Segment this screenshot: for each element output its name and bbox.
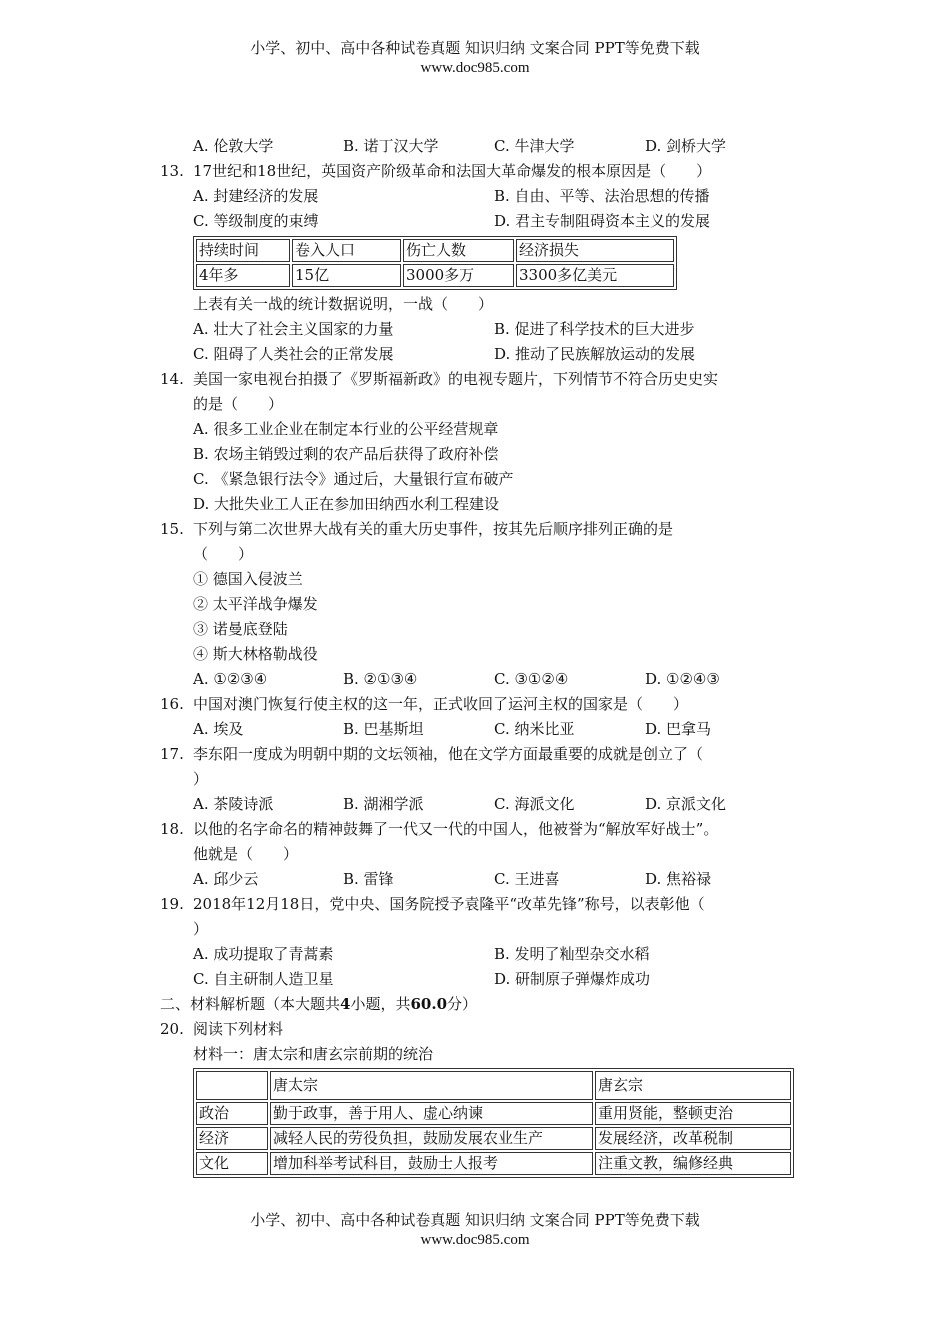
q18-option-a: A. 邱少云 [193,870,259,888]
q15-stem-cont [160,542,800,567]
q13-options-row1 [160,184,800,209]
q16-option-d: D. 巴拿马 [645,720,712,738]
header-website: www.doc985.com [420,60,530,76]
q17-stem [160,742,800,767]
q17-number: 17. [160,745,184,763]
q15-stem-line1: 下列与第二次世界大战有关的重大历史事件，按其先后顺序排列正确的是 [193,520,674,538]
tang-row-politics [196,1102,791,1125]
q15-stem [160,517,800,542]
q14-stem-line2: 的是（ ） [193,395,284,413]
ww1-statistics-table [193,236,677,290]
q13-stem2-text: 上表有关一战的统计数据说明，一战（ ） [193,295,494,313]
q13b-option-c: C. 阻碍了人类社会的正常发展 [193,345,394,363]
tang-culture-xuanzong: 注重文教，编修经典 [595,1152,791,1175]
q19-stem [160,892,800,917]
q14-option-d-row [160,492,800,517]
q16-options [160,717,800,742]
tang-politics-taizong: 勤于政事，善于用人、虚心纳谏 [270,1102,593,1125]
q20-stem [160,1017,800,1042]
ww1-value-duration: 4年多 [196,264,290,287]
q14-option-c-row [160,467,800,492]
tang-culture-taizong: 增加科举考试科目，鼓励士人报考 [270,1152,593,1175]
q15-options [160,667,800,692]
q14-option-c: C. 《紧急银行法令》通过后，大量银行宣布破产 [193,470,514,488]
ww1-value-economic-loss: 3300多亿美元 [516,264,674,287]
q16-number: 16. [160,695,184,713]
q17-option-c: C. 海派文化 [494,795,575,813]
tang-politics-xuanzong: 重用贤能，整顿吏治 [595,1102,791,1125]
q13-option-d: D. 君主专制阻碍资本主义的发展 [494,212,711,230]
section-2-heading [160,992,800,1017]
q13-stem-text: 17世纪和18世纪，英国资产阶级革命和法国大革命爆发的根本原因是（ ） [193,162,712,180]
q14-stem [160,367,800,392]
q12-option-c: C. 牛津大学 [494,137,575,155]
q17-options [160,792,800,817]
q13-stem2 [160,292,800,317]
q13b-option-a: A. 壮大了社会主义国家的力量 [193,320,394,338]
tang-emperors-table [193,1068,794,1178]
q12-option-a: A. 伦敦大学 [193,137,274,155]
q18-option-d: D. 焦裕禄 [645,870,712,888]
q18-options [160,867,800,892]
ww1-table-header-row [196,239,674,262]
q15-option-b: B. ②①③④ [343,670,418,688]
q19-option-d: D. 研制原子弹爆炸成功 [494,970,651,988]
tang-header-taizong: 唐太宗 [270,1071,593,1100]
section-2-mid: 小题，共 [350,995,411,1013]
q19-stem-line2: ） [193,920,209,938]
q20-material-title-row [160,1042,800,1067]
q14-option-a: A. 很多工业企业在制定本行业的公平经营规章 [193,420,499,438]
ww1-header-duration: 持续时间 [196,239,290,262]
q16-stem [160,692,800,717]
q12-option-d: D. 剑桥大学 [645,137,727,155]
q14-stem-cont [160,392,800,417]
ww1-header-population: 卷入人口 [292,239,401,262]
ww1-table-value-row [196,264,674,287]
q13b-option-b: B. 促进了科学技术的巨大进步 [494,320,695,338]
q12-option-b: B. 诺丁汉大学 [343,137,439,155]
q18-stem-line1: 以他的名字命名的精神鼓舞了一代又一代的中国人，他被誉为“解放军好战士”。 [193,820,719,838]
q15-number: 15. [160,520,184,538]
q14-option-a-row [160,417,800,442]
q15-stem-line2: （ ） [193,545,254,563]
tang-politics-label: 政治 [196,1102,268,1125]
q15-event-4-row [160,642,800,667]
q15-option-c: C. ③①②④ [494,670,569,688]
q17-stem-line2: ） [193,770,209,788]
q16-option-b: B. 巴基斯坦 [343,720,424,738]
q18-stem-line2: 他就是（ ） [193,845,299,863]
tang-economy-taizong: 减轻人民的劳役负担，鼓励发展农业生产 [270,1127,593,1150]
tang-table-header-row [196,1071,791,1100]
q14-stem-line1: 美国一家电视台拍摄了《罗斯福新政》的电视专题片，下列情节不符合历史史实 [193,370,719,388]
q18-option-b: B. 雷锋 [343,870,394,888]
q13-stem [160,159,800,184]
q19-options-row1 [160,942,800,967]
q15-event-1-row [160,567,800,592]
q16-option-c: C. 纳米比亚 [494,720,575,738]
q15-event-1: ① 德国入侵波兰 [193,570,303,588]
q13b-option-d: D. 推动了民族解放运动的发展 [494,345,696,363]
page-footer [0,1210,950,1250]
ww1-header-economic-loss: 经济损失 [516,239,674,262]
q13-option-b: B. 自由、平等、法治思想的传播 [494,187,710,205]
q13-options2-row2 [160,342,800,367]
q12-options [160,134,800,159]
ww1-value-population: 15亿 [292,264,401,287]
section-2-prefix: 二、材料解析题（本大题共 [160,995,341,1013]
q19-options-row2 [160,967,800,992]
tang-row-culture [196,1152,791,1175]
q16-stem-text: 中国对澳门恢复行使主权的这一年，正式收回了运河主权的国家是（ ） [193,695,689,713]
tang-economy-xuanzong: 发展经济，改革税制 [595,1127,791,1150]
q16-option-a: A. 埃及 [193,720,244,738]
q14-option-b: B. 农场主销毁过剩的农产品后获得了政府补偿 [193,445,499,463]
footer-website: www.doc985.com [420,1232,530,1248]
tang-row-economy [196,1127,791,1150]
q15-event-2-row [160,592,800,617]
q18-stem-cont [160,842,800,867]
tang-header-xuanzong: 唐玄宗 [595,1071,791,1100]
ww1-value-casualties: 3000多万 [403,264,514,287]
q19-option-b: B. 发明了籼型杂交水稻 [494,945,650,963]
q15-event-2: ② 太平洋战争爆发 [193,595,318,613]
q13-option-c: C. 等级制度的束缚 [193,212,319,230]
q13-options-row2 [160,209,800,234]
q13-option-a: A. 封建经济的发展 [193,187,319,205]
q19-number: 19. [160,895,184,913]
exam-content [160,134,800,1178]
tang-culture-label: 文化 [196,1152,268,1175]
q20-material-title: 材料一：唐太宗和唐玄宗前期的统治 [193,1045,434,1063]
q14-option-b-row [160,442,800,467]
q15-event-3: ③ 诺曼底登陆 [193,620,288,638]
header-tagline: 小学、初中、高中各种试卷真题 知识归纳 文案合同 PPT等免费下载 [250,39,700,57]
ww1-header-casualties: 伤亡人数 [403,239,514,262]
q18-number: 18. [160,820,184,838]
section-2-count: 4 [340,995,351,1013]
q19-stem-line1: 2018年12月18日，党中央、国务院授予袁隆平“改革先锋”称号，以表彰他（ [193,895,705,913]
q17-option-d: D. 京派文化 [645,795,727,813]
q15-option-d: D. ①②④③ [645,670,720,688]
q17-stem-cont [160,767,800,792]
q13-number: 13. [160,162,184,180]
q20-stem-text: 阅读下列材料 [193,1020,284,1038]
q20-number: 20. [160,1020,184,1038]
q17-stem-line1: 李东阳一度成为明朝中期的文坛领袖，他在文学方面最重要的成就是创立了（ [193,745,704,763]
section-2-suffix: 分） [447,995,478,1013]
q17-option-a: A. 茶陵诗派 [193,795,274,813]
footer-tagline: 小学、初中、高中各种试卷真题 知识归纳 文案合同 PPT等免费下载 [250,1211,700,1229]
q19-stem-cont [160,917,800,942]
q19-option-c: C. 自主研制人造卫星 [193,970,334,988]
q14-number: 14. [160,370,184,388]
q17-option-b: B. 湖湘学派 [343,795,424,813]
section-2-score: 60.0 [410,995,448,1013]
q19-option-a: A. 成功提取了青蒿素 [193,945,334,963]
q18-stem [160,817,800,842]
q15-option-a: A. ①②③④ [193,670,268,688]
tang-economy-label: 经济 [196,1127,268,1150]
tang-header-blank [196,1071,268,1100]
q13-options2-row1 [160,317,800,342]
q15-event-4: ④ 斯大林格勒战役 [193,645,318,663]
q15-event-3-row [160,617,800,642]
q14-option-d: D. 大批失业工人正在参加田纳西水利工程建设 [193,495,500,513]
page-header [0,38,950,78]
q18-option-c: C. 王进喜 [494,870,560,888]
